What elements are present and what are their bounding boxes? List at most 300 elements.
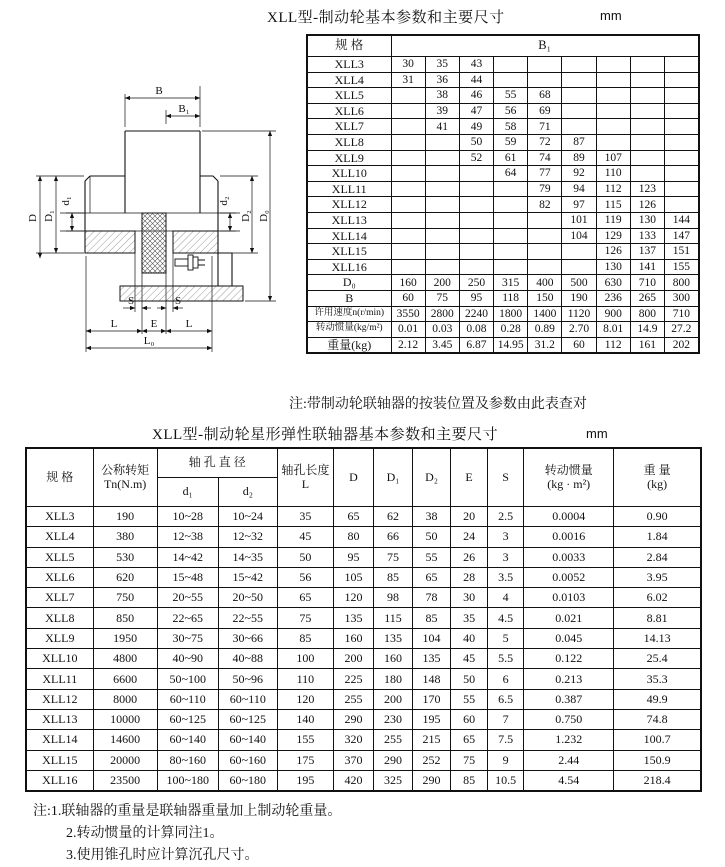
table-cell (425, 228, 459, 244)
table-cell (391, 166, 425, 182)
table-row (26, 547, 701, 567)
table-cell: 15~42 (218, 567, 277, 587)
table-row (26, 730, 701, 750)
table-cell: 110 (277, 669, 333, 689)
table-row (26, 567, 701, 587)
table-cell: 100~180 (157, 770, 218, 791)
brake-wheel-table-unit: mm (600, 8, 622, 23)
row-label: XLL11 (26, 669, 93, 689)
footnote-1: 注:1.联轴器的重量是联轴器重量加上制动轮重量。 (33, 804, 342, 819)
table-cell: 290 (373, 750, 412, 770)
table-cell: 10~24 (218, 507, 277, 527)
row-label: XLL10 (26, 649, 93, 669)
table-row (26, 608, 701, 628)
table-cell (630, 134, 664, 150)
table-cell: 68 (528, 88, 562, 104)
table-cell: 2240 (459, 306, 493, 322)
table-cell: 195 (413, 709, 451, 729)
table-cell: 65 (277, 588, 333, 608)
row-label: D₀ (307, 275, 391, 291)
table-cell: 6.5 (488, 689, 524, 709)
table-cell (459, 181, 493, 197)
table-cell: 133 (630, 228, 664, 244)
brake-wheel-table-title: XLL型-制动轮基本参数和主要尺寸 (267, 10, 505, 26)
table-cell: 45 (277, 527, 333, 547)
table-cell: 43 (459, 57, 493, 73)
table-cell (425, 166, 459, 182)
table-cell: 40~88 (218, 649, 277, 669)
table-cell: 147 (665, 228, 699, 244)
row-label: XLL6 (26, 567, 93, 587)
table-cell: 58 (494, 119, 528, 135)
table-cell: 71 (528, 119, 562, 135)
table-cell (391, 197, 425, 213)
table-cell: 60~110 (218, 689, 277, 709)
table-cell (391, 88, 425, 104)
table-cell: 50 (459, 134, 493, 150)
table-cell: 195 (277, 770, 333, 791)
footnotes (33, 801, 341, 867)
table-cell (391, 259, 425, 275)
table-cell: 255 (373, 730, 412, 750)
coupling-table-body (26, 507, 701, 792)
table-cell: 60~140 (157, 730, 218, 750)
table-cell (494, 212, 528, 228)
bolt (175, 255, 205, 270)
table-cell: 119 (596, 212, 630, 228)
table-cell (562, 119, 596, 135)
table-cell: 14.13 (614, 628, 701, 648)
table-cell: 130 (596, 259, 630, 275)
table-cell: 5 (488, 628, 524, 648)
table-cell: 50~96 (218, 669, 277, 689)
dim-label-d0: D₀ (258, 210, 270, 222)
table-row (307, 290, 699, 306)
table-cell: 10.5 (488, 770, 524, 791)
table-cell: 150 (528, 290, 562, 306)
row-label: XLL11 (307, 181, 391, 197)
table-cell (665, 150, 699, 166)
row-label: XLL4 (26, 527, 93, 547)
table-cell: 41 (425, 119, 459, 135)
table-cell: 8.81 (614, 608, 701, 628)
t2-weight-line2: (kg) (647, 476, 668, 491)
table-cell: 46 (459, 88, 493, 104)
table-cell: 44 (459, 72, 493, 88)
dim-label-e: E (150, 318, 158, 330)
table-cell: 148 (413, 669, 451, 689)
table-cell: 1.84 (614, 527, 701, 547)
table-cell: 7 (488, 709, 524, 729)
table-row (307, 181, 699, 197)
table-cell: 200 (333, 649, 373, 669)
table-cell: 45 (451, 649, 488, 669)
table-cell: 900 (596, 306, 630, 322)
table-cell: 630 (596, 275, 630, 291)
table-cell: 60~125 (157, 709, 218, 729)
table-cell: 135 (333, 608, 373, 628)
table-cell: 3550 (391, 306, 425, 322)
table-cell: 72 (528, 134, 562, 150)
table-cell: 190 (93, 507, 157, 527)
table-cell (494, 228, 528, 244)
table-cell: 35 (425, 57, 459, 73)
table-cell: 20000 (93, 750, 157, 770)
table-cell: 105 (333, 567, 373, 587)
table-cell: 79 (528, 181, 562, 197)
table-cell (562, 88, 596, 104)
row-label: XLL13 (26, 709, 93, 729)
table-cell: 144 (665, 212, 699, 228)
table-cell: 140 (277, 709, 333, 729)
t2-inertia-line2: (kg · m²) (547, 476, 591, 491)
table-cell (459, 244, 493, 260)
table-cell: 420 (333, 770, 373, 791)
table-cell (665, 72, 699, 88)
table-cell: 0.0016 (524, 527, 614, 547)
row-label: XLL14 (26, 730, 93, 750)
table-row (307, 150, 699, 166)
table-cell: 59 (494, 134, 528, 150)
table-cell: 31 (391, 72, 425, 88)
table-cell: 3 (488, 547, 524, 567)
coupling-table-title: XLL型-制动轮星形弹性联轴器基本参数和主要尺寸 (152, 427, 499, 443)
table-cell: 120 (333, 588, 373, 608)
table-cell: 620 (93, 567, 157, 587)
table-cell: 49.9 (614, 689, 701, 709)
table-cell: 0.0033 (524, 547, 614, 567)
t2-torque-line2: Tn(N.m) (103, 476, 147, 491)
table-cell: 202 (665, 337, 699, 353)
table-cell (391, 150, 425, 166)
row-label: XLL12 (26, 689, 93, 709)
table-cell: 10~28 (157, 507, 218, 527)
table-cell (665, 88, 699, 104)
table-cell: 80 (333, 527, 373, 547)
table-cell (528, 57, 562, 73)
table-cell: 6.02 (614, 588, 701, 608)
table-cell: 22~65 (157, 608, 218, 628)
t2-d1-header: d₁ (157, 478, 218, 507)
t2-D1-header: D₁ (373, 448, 412, 507)
t2-bore-dia-header: 轴 孔 直 径 (157, 448, 277, 478)
table-cell: 22~55 (218, 608, 277, 628)
row-label: XLL5 (307, 88, 391, 104)
table-cell (665, 103, 699, 119)
table-cell: 60~160 (218, 750, 277, 770)
brake-wheel-table-note: 注:带制动轮联轴器的按装位置及参数由此表查对 (289, 397, 587, 412)
table-cell: 30 (451, 588, 488, 608)
table-cell: 66 (373, 527, 412, 547)
table-cell (665, 134, 699, 150)
table-cell (494, 72, 528, 88)
hatched-sections (85, 213, 243, 301)
t2-S-header: S (488, 448, 524, 507)
table-cell (459, 228, 493, 244)
row-label: XLL14 (307, 228, 391, 244)
table-row (26, 649, 701, 669)
table-cell: 135 (413, 649, 451, 669)
table-cell: 112 (596, 181, 630, 197)
table-cell: 400 (528, 275, 562, 291)
table-cell: 4.54 (524, 770, 614, 791)
table-cell (562, 244, 596, 260)
t2-D-header: D (333, 448, 373, 507)
table-cell: 65 (451, 730, 488, 750)
table-cell: 265 (630, 290, 664, 306)
table-cell (596, 72, 630, 88)
table-cell (596, 119, 630, 135)
table-cell: 12~38 (157, 527, 218, 547)
table-row (307, 337, 699, 353)
table-cell: 230 (373, 709, 412, 729)
table-cell: 65 (413, 567, 451, 587)
table-cell: 1800 (494, 306, 528, 322)
table-cell: 30~75 (157, 628, 218, 648)
table-cell: 27.2 (665, 322, 699, 338)
t1-b1-header: B₁ (391, 35, 699, 57)
table-cell: 225 (333, 669, 373, 689)
table-cell: 60~125 (218, 709, 277, 729)
table-cell (391, 181, 425, 197)
table-cell: 2.5 (488, 507, 524, 527)
table-cell: 0.045 (524, 628, 614, 648)
table-cell: 4800 (93, 649, 157, 669)
table-cell (528, 228, 562, 244)
dim-label-s-right: S (174, 295, 182, 307)
table-row (307, 275, 699, 291)
row-label: XLL4 (307, 72, 391, 88)
row-label: XLL7 (26, 588, 93, 608)
table-cell (391, 244, 425, 260)
table-cell: 14~42 (157, 547, 218, 567)
table-cell: 320 (333, 730, 373, 750)
table-cell (665, 181, 699, 197)
table-cell: 7.5 (488, 730, 524, 750)
table-cell (425, 259, 459, 275)
table-row (307, 57, 699, 73)
table-row (307, 103, 699, 119)
table-row (307, 166, 699, 182)
table-cell: 170 (413, 689, 451, 709)
table-cell: 107 (596, 150, 630, 166)
table-cell: 710 (665, 306, 699, 322)
table-cell: 0.122 (524, 649, 614, 669)
table-cell: 85 (413, 608, 451, 628)
table-cell: 40 (451, 628, 488, 648)
table-cell: 290 (413, 770, 451, 791)
table-cell: 85 (373, 567, 412, 587)
table-cell: 74 (528, 150, 562, 166)
table-cell: 5.5 (488, 649, 524, 669)
table-cell (494, 197, 528, 213)
row-label: 转动惯量(kg/m²) (307, 322, 391, 338)
table-row (26, 507, 701, 527)
table-cell (596, 57, 630, 73)
row-label: XLL15 (307, 244, 391, 260)
table-cell: 130 (630, 212, 664, 228)
table-row (26, 669, 701, 689)
table-cell: 75 (277, 608, 333, 628)
table-cell: 78 (413, 588, 451, 608)
coupling-table (25, 447, 702, 792)
table-cell: 38 (425, 88, 459, 104)
table-row (26, 527, 701, 547)
table-cell: 74.8 (614, 709, 701, 729)
table-cell: 31.2 (528, 337, 562, 353)
table-row (26, 588, 701, 608)
table-cell: 800 (665, 275, 699, 291)
table-cell: 14~35 (218, 547, 277, 567)
dim-label-d2-cap: D₂ (240, 210, 252, 222)
row-label: XLL8 (307, 134, 391, 150)
table-cell: 300 (665, 290, 699, 306)
table-cell: 60~140 (218, 730, 277, 750)
table-cell: 200 (425, 275, 459, 291)
table-cell: 52 (459, 150, 493, 166)
table-cell (630, 72, 664, 88)
footnote-3: 3.使用锥孔时应计算沉孔尺寸。 (66, 848, 259, 863)
row-label: 许用速度n(r/min) (307, 306, 391, 322)
table-cell: 190 (562, 290, 596, 306)
table-cell: 2.70 (562, 322, 596, 338)
table-cell: 380 (93, 527, 157, 547)
table-cell: 0.01 (391, 322, 425, 338)
table-cell: 160 (333, 628, 373, 648)
table-row (26, 628, 701, 648)
table-cell (665, 197, 699, 213)
table-row (307, 197, 699, 213)
dim-label-d1: d₁ (60, 196, 72, 206)
table-cell: 290 (333, 709, 373, 729)
row-label: XLL16 (26, 770, 93, 791)
table-cell (562, 72, 596, 88)
table-cell: 15~48 (157, 567, 218, 587)
table-cell: 20 (451, 507, 488, 527)
table-cell (425, 197, 459, 213)
row-label: XLL9 (26, 628, 93, 648)
table-cell (630, 119, 664, 135)
table-row (26, 689, 701, 709)
t2-weight-header (614, 448, 701, 507)
t2-D2-header: D₂ (413, 448, 451, 507)
table-cell: 0.89 (528, 322, 562, 338)
table-cell: 35 (451, 608, 488, 628)
table-cell: 35 (277, 507, 333, 527)
t2-inertia-header (524, 448, 614, 507)
table-cell: 60 (391, 290, 425, 306)
table-cell (425, 181, 459, 197)
table-cell (494, 181, 528, 197)
table-cell: 61 (494, 150, 528, 166)
table-cell: 112 (596, 337, 630, 353)
table-cell: 126 (630, 197, 664, 213)
table-row (26, 709, 701, 729)
table-cell: 129 (596, 228, 630, 244)
table-cell: 104 (562, 228, 596, 244)
row-label: XLL13 (307, 212, 391, 228)
table-cell: 150.9 (614, 750, 701, 770)
table-cell (630, 103, 664, 119)
table-cell: 3.5 (488, 567, 524, 587)
table-cell (528, 244, 562, 260)
table-cell: 135 (373, 628, 412, 648)
table-cell: 3.95 (614, 567, 701, 587)
table-cell: 23500 (93, 770, 157, 791)
table-cell: 12~32 (218, 527, 277, 547)
table-row (307, 259, 699, 275)
table-cell: 20~50 (218, 588, 277, 608)
table-cell: 8.01 (596, 322, 630, 338)
row-label: XLL3 (307, 57, 391, 73)
table-cell: 30~66 (218, 628, 277, 648)
table-cell: 92 (562, 166, 596, 182)
table-cell: 2800 (425, 306, 459, 322)
table-cell: 40~90 (157, 649, 218, 669)
row-label: XLL3 (26, 507, 93, 527)
table-cell: 500 (562, 275, 596, 291)
table-cell: 1120 (562, 306, 596, 322)
table-cell (425, 212, 459, 228)
table-cell: 47 (459, 103, 493, 119)
table-cell: 0.213 (524, 669, 614, 689)
table-cell: 60~180 (218, 770, 277, 791)
table-cell: 2.84 (614, 547, 701, 567)
table-cell (459, 259, 493, 275)
table-cell: 0.08 (459, 322, 493, 338)
table-cell: 4.5 (488, 608, 524, 628)
table-cell: 126 (596, 244, 630, 260)
table-cell: 3.45 (425, 337, 459, 353)
table-cell: 55 (494, 88, 528, 104)
table-cell: 100 (277, 649, 333, 669)
table-cell: 39 (425, 103, 459, 119)
table-cell: 1950 (93, 628, 157, 648)
row-label: XLL16 (307, 259, 391, 275)
table-cell (459, 197, 493, 213)
table-cell: 94 (562, 181, 596, 197)
t2-torque-header (93, 448, 157, 507)
table-cell: 0.0103 (524, 588, 614, 608)
dim-label-d-cap: D (27, 214, 39, 222)
row-label: XLL7 (307, 119, 391, 135)
table-cell: 137 (630, 244, 664, 260)
table-cell: 62 (373, 507, 412, 527)
table-cell: 30 (391, 57, 425, 73)
table-cell: 6 (488, 669, 524, 689)
table-cell: 101 (562, 212, 596, 228)
table-header-row (307, 35, 699, 57)
table-cell (494, 244, 528, 260)
table-cell: 104 (413, 628, 451, 648)
t2-E-header: E (451, 448, 488, 507)
table-cell: 0.021 (524, 608, 614, 628)
table-cell: 0.0004 (524, 507, 614, 527)
table-row (307, 119, 699, 135)
table-cell: 200 (373, 689, 412, 709)
table-row (307, 244, 699, 260)
table-cell (562, 57, 596, 73)
table-cell (630, 88, 664, 104)
table-cell: 55 (413, 547, 451, 567)
table-cell: 97 (562, 197, 596, 213)
dim-label-b1: B₁ (178, 103, 190, 115)
row-label: 重量(kg) (307, 337, 391, 353)
table-cell (665, 57, 699, 73)
table-cell: 38 (413, 507, 451, 527)
table-cell: 155 (277, 730, 333, 750)
table-cell: 56 (277, 567, 333, 587)
